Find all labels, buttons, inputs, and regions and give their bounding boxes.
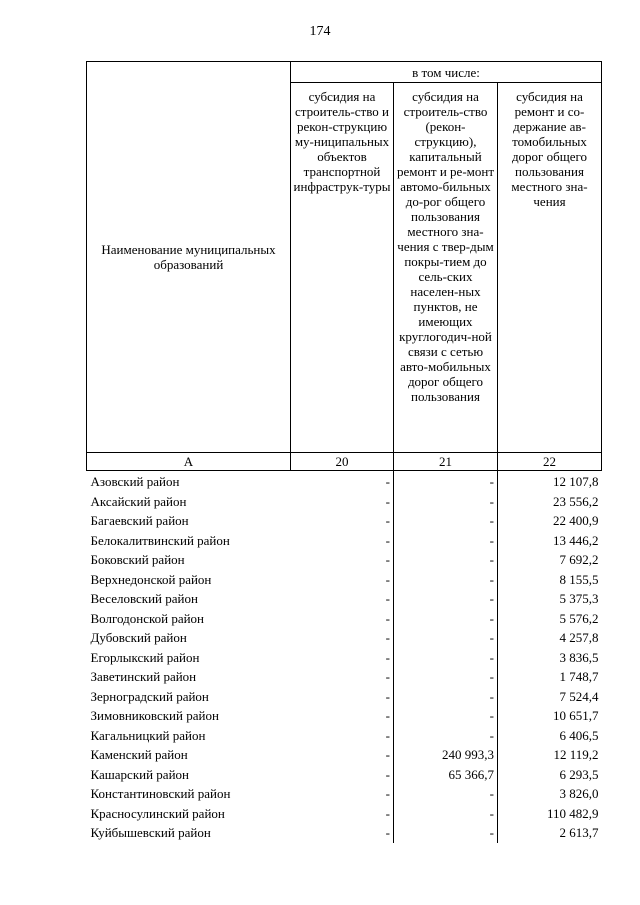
value-col-20: - [291,471,394,492]
municipality-name: Дубовский район [90,630,187,646]
municipality-name: Багаевский район [90,513,189,529]
column-header-22: субсидия на ремонт и со-держание ав-томобильных дорог общего пользования местного зна-чения [498,83,602,453]
value-col-22: 23 556,2 [553,493,599,509]
value-col-22: 6 406,5 [559,727,599,743]
value-col-21: 65 366,7 [394,765,498,785]
municipality-name: Белокалитвинский район [90,532,230,548]
value-col-21: 240 993,3 [394,745,498,765]
value-col-22: 13 446,2 [553,532,599,548]
value-col-20: - [291,609,394,629]
value-col-20: - [291,823,394,843]
value-col-20: - [291,550,394,570]
municipality-name: Зимовниковский район [90,708,219,724]
column-index-row [87,453,602,471]
table-row [87,745,602,765]
table-row [87,706,602,726]
subsidy-table [86,61,602,843]
column-index-a: А [87,453,291,471]
municipality-name: Боковский район [90,552,185,568]
table-body [87,471,602,843]
value-col-20: - [291,648,394,668]
table-row [87,687,602,707]
value-col-21: - [394,628,498,648]
column-index-21: 21 [394,453,498,471]
value-col-22: 10 651,7 [553,708,599,724]
value-col-22: 12 107,8 [553,474,599,490]
municipality-name: Куйбышевский район [90,825,211,841]
value-col-22: 3 836,5 [559,649,599,665]
value-col-21: - [394,706,498,726]
value-col-21: - [394,648,498,668]
value-col-21: - [394,609,498,629]
value-col-21: - [394,823,498,843]
municipality-name: Аксайский район [90,493,187,509]
table-row [87,492,602,512]
municipality-name: Верхнедонской район [90,571,212,587]
table-row [87,511,602,531]
value-col-22: 4 257,8 [559,630,599,646]
value-col-20: - [291,745,394,765]
municipality-name: Заветинский район [90,669,197,685]
value-col-21: - [394,726,498,746]
municipality-name: Константиновский район [90,786,231,802]
value-col-20: - [291,628,394,648]
value-col-20: - [291,667,394,687]
value-col-21: - [394,667,498,687]
value-col-20: - [291,687,394,707]
value-col-20: - [291,570,394,590]
municipality-name: Веселовский район [90,591,198,607]
value-col-22: 12 119,2 [553,747,599,763]
table-row [87,667,602,687]
value-col-21: - [394,687,498,707]
value-col-21: - [394,589,498,609]
municipality-name: Красносулинский район [90,805,225,821]
value-col-21: - [394,784,498,804]
table-row [87,648,602,668]
table-row [87,609,602,629]
value-col-21: - [394,531,498,551]
municipality-name: Кашарский район [90,766,189,782]
value-col-22: 3 826,0 [559,786,599,802]
municipality-column-header: Наименование муниципальных образований [87,62,291,453]
value-col-20: - [291,804,394,824]
municipality-name: Волгодонской район [90,610,205,626]
page-number: 174 [309,24,331,39]
value-col-21: - [394,804,498,824]
column-header-20: субсидия на строитель-ство и рекон-струкцию му-ниципальных объектов транспортной инфраструк-туры [291,83,394,453]
group-header: в том числе: [291,62,602,83]
value-col-20: - [291,706,394,726]
value-col-22: 110 482,9 [546,805,599,821]
value-col-20: - [291,726,394,746]
table-row [87,628,602,648]
column-index-20: 20 [291,453,394,471]
value-col-20: - [291,531,394,551]
table-row [87,804,602,824]
table-row [87,589,602,609]
table-row [87,471,602,492]
column-index-22: 22 [498,453,602,471]
column-header-21: субсидия на строитель-ство (рекон-струкцию), капитальный ремонт и ре-монт автомо-бильных до-рог общего пользования местного зна-чения с твер-дым покры-тием до сель-ских населен-ных пунктов, не имеющих круглогодич-ной связи с сетью авто-мобильных дорог общего пользования [394,83,498,453]
value-col-20: - [291,589,394,609]
municipality-name: Егорлыкский район [90,649,200,665]
value-col-21: - [394,570,498,590]
table-row [87,531,602,551]
value-col-21: - [394,550,498,570]
value-col-20: - [291,784,394,804]
value-col-22: 6 293,5 [559,766,599,782]
municipality-name: Азовский район [90,474,180,490]
municipality-name: Кагальницкий район [90,727,206,743]
value-col-21: - [394,511,498,531]
table-row [87,726,602,746]
value-col-22: 8 155,5 [559,571,599,587]
table-row [87,570,602,590]
table-row [87,550,602,570]
value-col-22: 7 692,2 [559,552,599,568]
municipality-name: Каменский район [90,747,188,763]
table-row [87,784,602,804]
value-col-21: - [394,471,498,492]
value-col-22: 2 613,7 [559,825,599,841]
value-col-22: 5 576,2 [559,610,599,626]
value-col-22: 22 400,9 [553,513,599,529]
value-col-21: - [394,492,498,512]
value-col-20: - [291,492,394,512]
table-row [87,823,602,843]
table-row [87,765,602,785]
table-header [87,62,602,471]
value-col-20: - [291,511,394,531]
value-col-22: 1 748,7 [559,669,599,685]
value-col-22: 7 524,4 [559,688,599,704]
municipality-name: Зерноградский район [90,688,209,704]
value-col-22: 5 375,3 [559,591,599,607]
value-col-20: - [291,765,394,785]
